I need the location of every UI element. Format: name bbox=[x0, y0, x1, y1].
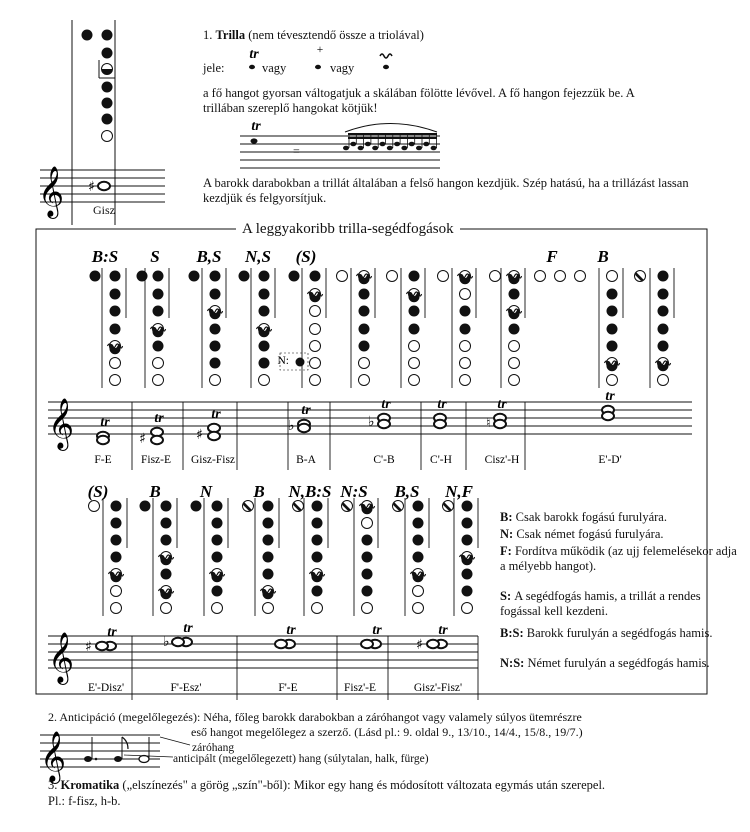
hole-open bbox=[438, 271, 449, 282]
trill-sign: tr bbox=[372, 623, 382, 638]
hole-open bbox=[607, 375, 618, 386]
trill-heading: 1. Trilla (nem tévesztendő össze a triolával) bbox=[203, 28, 424, 42]
legend-key: B:S: bbox=[500, 626, 527, 640]
hole-closed bbox=[210, 271, 221, 282]
hole-closed bbox=[110, 306, 121, 317]
hole-closed bbox=[413, 552, 424, 563]
whole-note bbox=[378, 420, 390, 428]
hole-closed bbox=[413, 535, 424, 546]
hole-closed bbox=[102, 82, 113, 93]
sharp-sign: ♯ bbox=[85, 639, 92, 655]
hole-closed bbox=[359, 341, 370, 352]
dot bbox=[95, 758, 98, 761]
hole-closed bbox=[82, 30, 93, 41]
hole-closed bbox=[362, 552, 373, 563]
row1-header: S bbox=[150, 247, 160, 266]
treble-clef: 𝄞 bbox=[38, 166, 65, 217]
hole-closed bbox=[359, 289, 370, 300]
whole-note bbox=[96, 642, 108, 650]
hole-closed bbox=[359, 324, 370, 335]
legend-key: F: bbox=[500, 544, 515, 558]
hole-closed bbox=[310, 271, 321, 282]
hole-closed bbox=[137, 271, 148, 282]
hole-open bbox=[409, 358, 420, 369]
hole-closed bbox=[462, 518, 473, 529]
row2-header: (S) bbox=[87, 482, 109, 501]
hole-open bbox=[460, 341, 471, 352]
hole-open bbox=[509, 375, 520, 386]
hole-open bbox=[212, 603, 223, 614]
hole-closed bbox=[362, 569, 373, 580]
trill-sign: tr bbox=[154, 411, 164, 426]
row2-header: N,F bbox=[445, 482, 473, 501]
plus-sign: + bbox=[316, 44, 324, 56]
mordent-sign bbox=[380, 54, 392, 58]
hole-closed bbox=[263, 569, 274, 580]
trill-sign: tr bbox=[251, 119, 261, 134]
sixteenth-note bbox=[401, 146, 407, 151]
whole-note bbox=[298, 424, 310, 432]
box-title: A leggyakoribb trilla-segédfogások bbox=[236, 222, 460, 237]
anticipation-heading: 2. Anticipáció (megelőlegezés): Néha, főleg barokk darabokban a záróhangot vagy valamely súlyos ütemrészre bbox=[48, 710, 582, 724]
row2-header: B bbox=[149, 482, 161, 501]
row1-label: Gisz-Fisz bbox=[190, 454, 236, 466]
hole-closed bbox=[658, 324, 669, 335]
hole-open bbox=[161, 603, 172, 614]
whole-note bbox=[275, 640, 287, 648]
sixteenth-note bbox=[350, 142, 356, 147]
hole-closed bbox=[110, 324, 121, 335]
hole-closed bbox=[90, 271, 101, 282]
hole-closed bbox=[189, 271, 200, 282]
hole-closed bbox=[462, 501, 473, 512]
hole-closed bbox=[239, 271, 250, 282]
hole-open bbox=[310, 341, 321, 352]
hole-closed bbox=[259, 306, 270, 317]
hole-closed bbox=[462, 569, 473, 580]
hole-closed bbox=[161, 569, 172, 580]
whole-note bbox=[97, 436, 109, 444]
hole-closed bbox=[658, 289, 669, 300]
sixteenth-note bbox=[431, 146, 437, 151]
row1-label: B-A bbox=[296, 454, 316, 466]
treble-clef: 𝄞 bbox=[48, 632, 75, 683]
note-head-small bbox=[249, 65, 255, 69]
legend-text: Barokk furulyán a segédfogás hamis. bbox=[526, 626, 713, 640]
hole-closed bbox=[161, 501, 172, 512]
hole-open bbox=[337, 271, 348, 282]
hole-open bbox=[153, 375, 164, 386]
hole-closed bbox=[110, 289, 121, 300]
hole-closed bbox=[153, 306, 164, 317]
trill-or-2: vagy bbox=[330, 61, 355, 75]
anticipation-label-closing: záróhang bbox=[192, 742, 235, 754]
treble-clef: 𝄞 bbox=[40, 731, 67, 782]
whole-note bbox=[602, 412, 614, 420]
legend-key: S: bbox=[500, 589, 515, 603]
hole-closed bbox=[312, 535, 323, 546]
trill-description-2: A barokk darabokban a trillát általában a felső hangon kezdjük. Szép hatású, ha a trillázást lassan kezdjük és felgyorsítjuk. bbox=[203, 176, 689, 205]
sixteenth-note bbox=[423, 142, 429, 147]
hole-closed bbox=[111, 552, 122, 563]
hole-closed bbox=[296, 358, 305, 367]
anticipation-line2: eső hangot megelőlegez a szerző. (Lásd pl.: 9. oldal 9., 13/10., 14/4., 15/8., 19/7.) bbox=[191, 725, 583, 739]
hole-open bbox=[575, 271, 586, 282]
hole-closed bbox=[102, 30, 113, 41]
hole-closed bbox=[312, 586, 323, 597]
trill-sign: tr bbox=[381, 397, 391, 412]
trill-sign: tr bbox=[249, 47, 259, 62]
row1-header: F bbox=[546, 247, 558, 266]
hole-open bbox=[359, 358, 370, 369]
note-head bbox=[251, 138, 258, 143]
treble-clef: 𝄞 bbox=[48, 398, 75, 449]
hole-closed bbox=[263, 518, 274, 529]
n-mark: N: bbox=[277, 355, 289, 367]
hole-closed bbox=[102, 98, 113, 109]
dotted-quarter-note bbox=[84, 756, 92, 762]
legend-text: Fordítva működik (az ujj felemelésekor adja a mélyebb hangot). bbox=[500, 544, 737, 573]
hole-open bbox=[387, 271, 398, 282]
hole-closed bbox=[110, 271, 121, 282]
legend-item bbox=[500, 527, 740, 542]
hole-closed bbox=[362, 586, 373, 597]
sixteenth-note bbox=[409, 142, 415, 147]
trill-sign-label: jele: bbox=[203, 61, 225, 75]
chromatic-line2: Pl.: f-fisz, h-b. bbox=[48, 794, 121, 808]
hole-open bbox=[460, 289, 471, 300]
hole-closed bbox=[413, 518, 424, 529]
hole-half-fill bbox=[102, 69, 113, 75]
hole-closed bbox=[263, 501, 274, 512]
hole-closed bbox=[259, 289, 270, 300]
row1-header: B bbox=[597, 247, 609, 266]
hole-closed bbox=[210, 358, 221, 369]
row2-header: N bbox=[199, 482, 213, 501]
whole-note bbox=[172, 638, 184, 646]
hole-open bbox=[111, 586, 122, 597]
legend-item bbox=[500, 589, 740, 619]
hole-closed bbox=[607, 324, 618, 335]
row1-header: B,S bbox=[196, 247, 222, 266]
whole-note bbox=[361, 640, 373, 648]
pointer-line bbox=[160, 737, 190, 745]
row2-label: F'-Esz' bbox=[170, 682, 202, 694]
hole-open bbox=[409, 375, 420, 386]
trill-sign: tr bbox=[100, 415, 110, 430]
row1-label: F-E bbox=[94, 454, 112, 466]
hole-open bbox=[110, 375, 121, 386]
trill-sign: tr bbox=[438, 623, 448, 638]
legend-text: Csak német fogású furulyára. bbox=[516, 527, 664, 541]
hole-closed bbox=[289, 271, 300, 282]
hole-open bbox=[310, 375, 321, 386]
hole-open bbox=[153, 358, 164, 369]
hole-open bbox=[413, 603, 424, 614]
hole-closed bbox=[462, 535, 473, 546]
hole-closed bbox=[409, 324, 420, 335]
row2-label: E'-Disz' bbox=[87, 682, 125, 694]
hole-closed bbox=[212, 518, 223, 529]
trill-sign: tr bbox=[183, 621, 193, 636]
whole-note bbox=[208, 432, 220, 440]
sixteenth-note bbox=[358, 146, 364, 151]
hole-closed bbox=[263, 552, 274, 563]
sixteenth-note bbox=[387, 146, 393, 151]
note-name-gisz: Gisz bbox=[93, 203, 115, 217]
sharp-sign: ♯ bbox=[196, 427, 203, 443]
hole-closed bbox=[259, 358, 270, 369]
flat-sign: ♭ bbox=[368, 414, 375, 430]
sharp-sign: ♯ bbox=[88, 179, 95, 195]
sharp-sign: ♯ bbox=[416, 637, 423, 653]
hole-closed bbox=[263, 535, 274, 546]
hole-closed bbox=[462, 586, 473, 597]
hole-closed bbox=[102, 114, 113, 125]
hole-open bbox=[658, 375, 669, 386]
hole-closed bbox=[607, 341, 618, 352]
hole-closed bbox=[259, 271, 270, 282]
hole-closed bbox=[111, 501, 122, 512]
row2-header: B bbox=[253, 482, 265, 501]
hole-closed bbox=[460, 306, 471, 317]
hole-open bbox=[490, 271, 501, 282]
hole-open bbox=[460, 358, 471, 369]
flat-sign: ♭ bbox=[163, 634, 170, 650]
hole-closed bbox=[191, 501, 202, 512]
sixteenth-note bbox=[380, 142, 386, 147]
hole-closed bbox=[312, 501, 323, 512]
whole-note bbox=[427, 640, 439, 648]
whole-note bbox=[98, 182, 110, 190]
hole-open bbox=[259, 375, 270, 386]
trill-sign: tr bbox=[286, 623, 296, 638]
anticipation-label-anticipated: anticipált (megelőlegezett) hang (súlytalan, halk, fürge) bbox=[173, 753, 429, 765]
row2-label: F'-E bbox=[278, 682, 298, 694]
hole-closed bbox=[607, 289, 618, 300]
hole-closed bbox=[362, 535, 373, 546]
row2-header: N,B:S bbox=[288, 482, 332, 501]
hole-closed bbox=[210, 289, 221, 300]
sixteenth-note bbox=[394, 142, 400, 147]
row2-label: Fisz'-E bbox=[343, 682, 377, 694]
hole-closed bbox=[509, 289, 520, 300]
equals-sign: = bbox=[293, 144, 300, 158]
row1-label: C'-B bbox=[373, 454, 395, 466]
hole-open bbox=[111, 603, 122, 614]
row1-header: B:S bbox=[91, 247, 119, 266]
hole-closed bbox=[212, 552, 223, 563]
sixteenth-note bbox=[416, 146, 422, 151]
hole-open bbox=[409, 341, 420, 352]
half-note bbox=[139, 756, 149, 763]
sixteenth-note bbox=[365, 142, 371, 147]
legend-key: N: bbox=[500, 527, 517, 541]
hole-closed bbox=[509, 324, 520, 335]
hole-open bbox=[110, 358, 121, 369]
legend-text: Német furulyán a segédfogás hamis. bbox=[527, 656, 710, 670]
note-head-small bbox=[315, 65, 321, 69]
flat-sign: ♭ bbox=[288, 418, 295, 434]
hole-open bbox=[312, 603, 323, 614]
hole-open bbox=[509, 341, 520, 352]
sharp-sign: ♯ bbox=[139, 431, 146, 447]
hole-closed bbox=[210, 341, 221, 352]
row2-header: B,S bbox=[394, 482, 420, 501]
note-head-small bbox=[383, 65, 389, 69]
hole-closed bbox=[212, 535, 223, 546]
eighth-note bbox=[114, 756, 122, 762]
hole-closed bbox=[153, 289, 164, 300]
row1-header: (S) bbox=[295, 247, 317, 266]
hole-open bbox=[89, 501, 100, 512]
slur bbox=[345, 124, 437, 133]
chromatic-heading: 3. Kromatika („elszínezés" a görög „szín"-ből): Mikor egy hang és módosított változata egymás után szerepel. bbox=[48, 778, 606, 792]
hole-open bbox=[535, 271, 546, 282]
hole-open bbox=[555, 271, 566, 282]
trill-description-1: a fő hangot gyorsan váltogatjuk a skálában fölötte lévővel. A fő hangon fejezzük be. A trillában szereplő hangokat kötjük! bbox=[203, 86, 635, 115]
trill-sign: tr bbox=[605, 389, 615, 404]
hole-open bbox=[263, 603, 274, 614]
hole-closed bbox=[607, 306, 618, 317]
hole-closed bbox=[153, 271, 164, 282]
row1-label: Cisz'-H bbox=[484, 454, 520, 466]
trill-sign: tr bbox=[301, 403, 311, 418]
legend-key: B: bbox=[500, 510, 516, 524]
hole-open bbox=[359, 375, 370, 386]
hole-closed bbox=[312, 518, 323, 529]
row2-header: N:S bbox=[340, 482, 368, 501]
row1-label: C'-H bbox=[430, 454, 452, 466]
hole-closed bbox=[161, 535, 172, 546]
row1-header: N,S bbox=[245, 247, 271, 266]
legend-item bbox=[500, 510, 740, 525]
row1-label: Fisz-E bbox=[140, 454, 172, 466]
trill-sign: tr bbox=[107, 625, 117, 640]
legend-item bbox=[500, 656, 740, 671]
hole-closed bbox=[413, 501, 424, 512]
hole-open bbox=[413, 586, 424, 597]
hole-closed bbox=[111, 518, 122, 529]
hole-open bbox=[462, 603, 473, 614]
hole-closed bbox=[212, 501, 223, 512]
hole-closed bbox=[140, 501, 151, 512]
row2-label: Gisz'-Fisz' bbox=[413, 682, 463, 694]
hole-open bbox=[362, 603, 373, 614]
hole-closed bbox=[153, 341, 164, 352]
hole-open bbox=[310, 358, 321, 369]
hole-closed bbox=[658, 271, 669, 282]
hole-closed bbox=[409, 306, 420, 317]
hole-closed bbox=[359, 306, 370, 317]
hole-closed bbox=[658, 306, 669, 317]
trill-sign: tr bbox=[437, 397, 447, 412]
hole-closed bbox=[212, 586, 223, 597]
hole-closed bbox=[658, 341, 669, 352]
legend-item bbox=[500, 544, 740, 574]
sixteenth-note bbox=[343, 146, 349, 151]
hole-closed bbox=[102, 48, 113, 59]
row1-label: E'-D' bbox=[598, 454, 622, 466]
hole-closed bbox=[259, 341, 270, 352]
trill-sign: tr bbox=[497, 397, 507, 412]
whole-note bbox=[151, 436, 163, 444]
legend-text: Csak barokk fogású furulyára. bbox=[515, 510, 667, 524]
hole-closed bbox=[460, 324, 471, 335]
hole-closed bbox=[210, 324, 221, 335]
hole-open bbox=[509, 358, 520, 369]
legend-key: N:S: bbox=[500, 656, 528, 670]
hole-closed bbox=[409, 271, 420, 282]
hole-open bbox=[607, 271, 618, 282]
hole-open bbox=[310, 306, 321, 317]
whole-note bbox=[434, 420, 446, 428]
legend-text: A segédfogás hamis, a trillát a rendes fogással kell kezdeni. bbox=[500, 589, 701, 618]
trill-or-1: vagy bbox=[262, 61, 287, 75]
natural-sign: ♮ bbox=[486, 416, 491, 431]
trill-sign: tr bbox=[211, 407, 221, 422]
hole-open bbox=[362, 518, 373, 529]
hole-open bbox=[102, 131, 113, 142]
hole-closed bbox=[111, 535, 122, 546]
hole-closed bbox=[161, 518, 172, 529]
legend-item bbox=[500, 626, 740, 641]
hole-open bbox=[460, 375, 471, 386]
hole-closed bbox=[312, 552, 323, 563]
whole-note bbox=[494, 420, 506, 428]
sixteenth-note bbox=[372, 146, 378, 151]
hole-open bbox=[310, 324, 321, 335]
hole-open bbox=[210, 375, 221, 386]
